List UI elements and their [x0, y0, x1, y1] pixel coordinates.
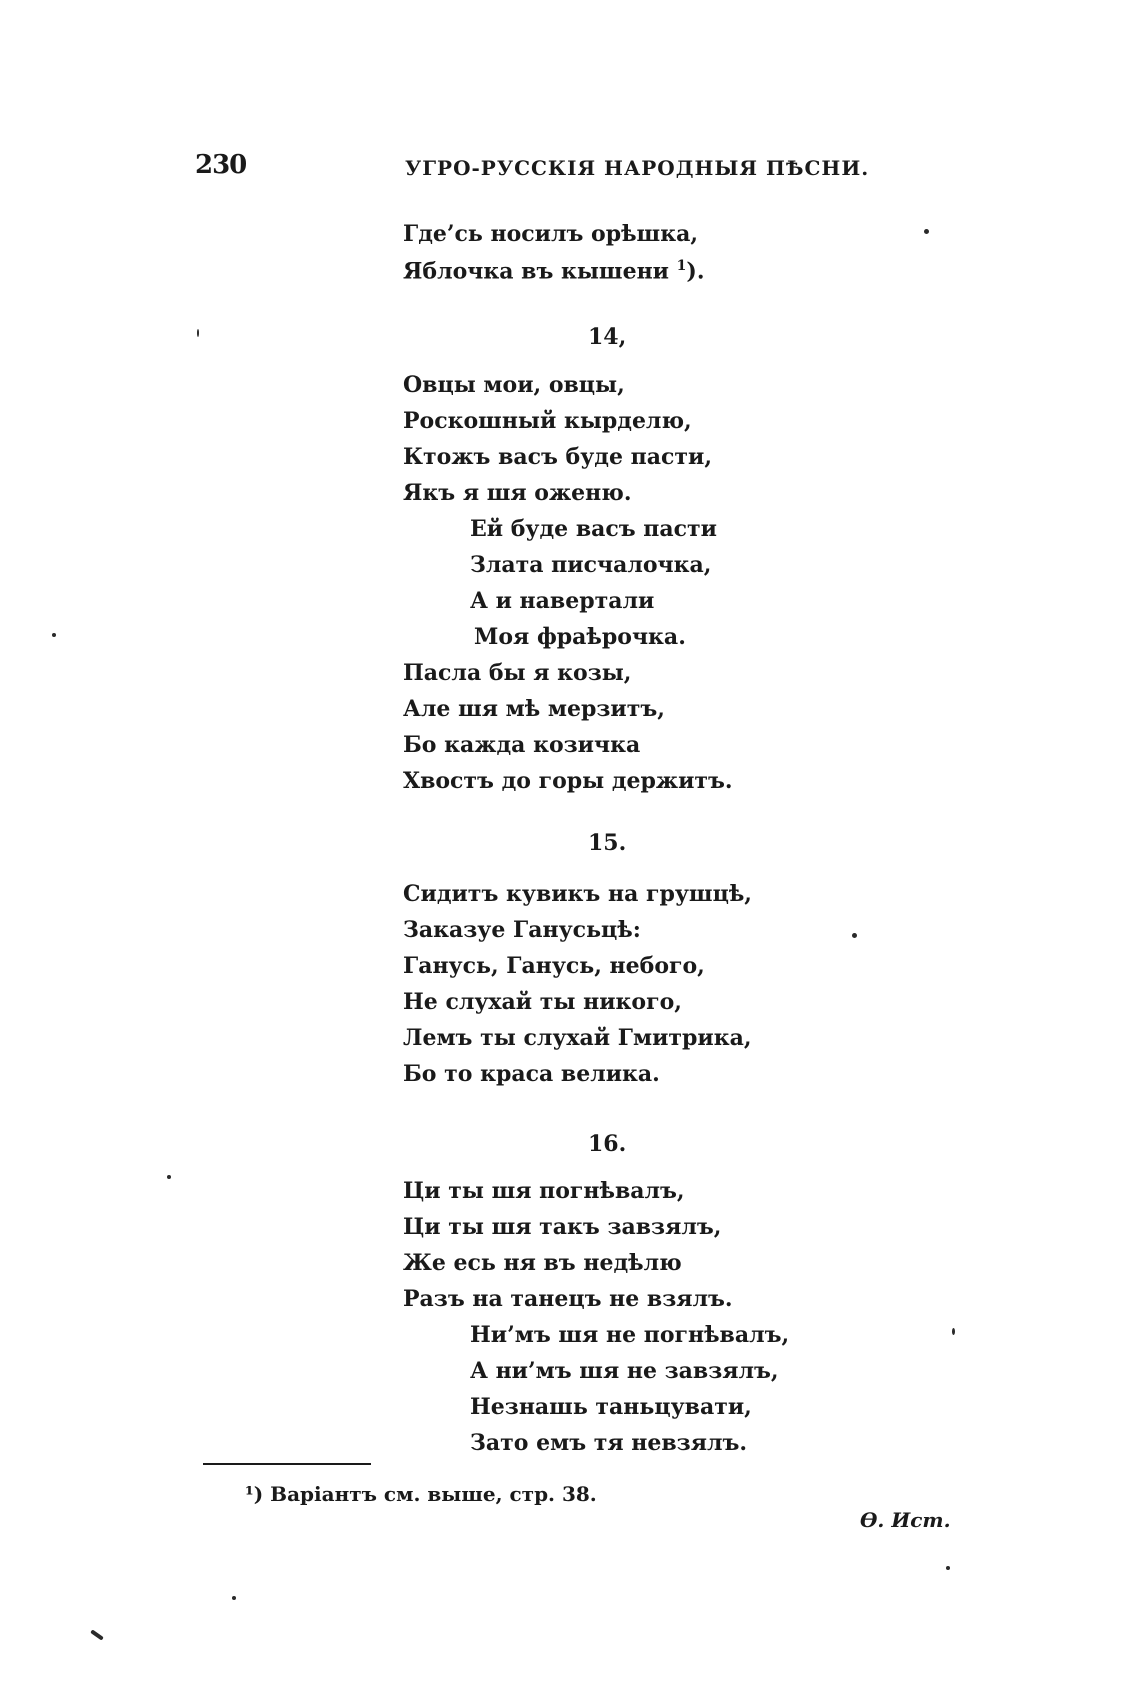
verse-line: Овцы мои, овцы, [403, 372, 625, 398]
scan-speck [90, 1629, 104, 1640]
collector-signature: Ѳ. Ист. [860, 1508, 951, 1532]
scan-speck [924, 229, 929, 234]
verse-line: Злата писчалочка, [470, 552, 712, 578]
song-number: 16. [588, 1131, 627, 1157]
verse-line: Ни’мъ шя не погнѣвалъ, [470, 1322, 790, 1348]
verse-line: Сидитъ кувикъ на грушцѣ, [403, 881, 752, 907]
scan-speck [197, 329, 199, 337]
footnote-marker: 1 [676, 258, 687, 274]
scan-speck [167, 1175, 171, 1179]
verse-line: Бо то краса велика. [403, 1061, 660, 1087]
verse-line: Ци ты шя такъ завзялъ, [403, 1214, 722, 1240]
scan-speck [952, 1328, 955, 1335]
verse-line: Бо кажда козичка [403, 732, 641, 758]
verse-line: Не слухай ты никого, [403, 989, 682, 1015]
song-number: 15. [588, 830, 627, 856]
verse-line: Роскошный кырделю, [403, 408, 692, 434]
verse-line: Зато емъ тя невзялъ. [470, 1430, 747, 1456]
verse-line: Где’сь носилъ орѣшка, [403, 221, 699, 247]
scan-speck [232, 1596, 236, 1600]
verse-line: Заказуе Ганусьцѣ: [403, 917, 641, 943]
verse-line: Але шя мѣ мерзитъ, [403, 696, 665, 722]
verse-line: Ганусь, Ганусь, небого, [403, 953, 705, 979]
verse-line: А и навертали [470, 588, 655, 614]
verse-line-closing: ). [686, 258, 705, 285]
verse-line: Ктожъ васъ буде пасти, [403, 444, 712, 470]
verse-line [403, 258, 705, 285]
scan-speck [946, 1566, 950, 1570]
page-number: 230 [195, 150, 247, 180]
verse-line: Ци ты шя погнѣвалъ, [403, 1178, 685, 1204]
footnote: ¹) Варіантъ см. выше, стр. 38. [245, 1482, 597, 1506]
running-title: УГРО-РУССКІЯ НАРОДНЫЯ ПѢСНИ. [405, 156, 870, 180]
scan-speck [852, 933, 857, 938]
verse-line: Же есь ня въ недѣлю [403, 1250, 682, 1276]
verse-line: Пасла бы я козы, [403, 660, 632, 686]
verse-line: А ни’мъ шя не завзялъ, [470, 1358, 779, 1384]
verse-line: Хвостъ до горы держитъ. [403, 768, 733, 794]
verse-line: Незнашь таньцувати, [470, 1394, 752, 1420]
song-number: 14, [588, 324, 627, 350]
scan-speck [52, 633, 56, 637]
verse-line: Ей буде васъ пасти [470, 516, 717, 542]
verse-line: Лемъ ты слухай Гмитрика, [403, 1025, 752, 1051]
verse-line-text: Яблочка въ кышени [403, 258, 669, 285]
verse-line: Якъ я шя оженю. [403, 480, 632, 506]
verse-line: Моя фраѣрочка. [474, 624, 686, 650]
verse-line: Разъ на танецъ не взялъ. [403, 1286, 733, 1312]
footnote-rule [203, 1463, 371, 1465]
